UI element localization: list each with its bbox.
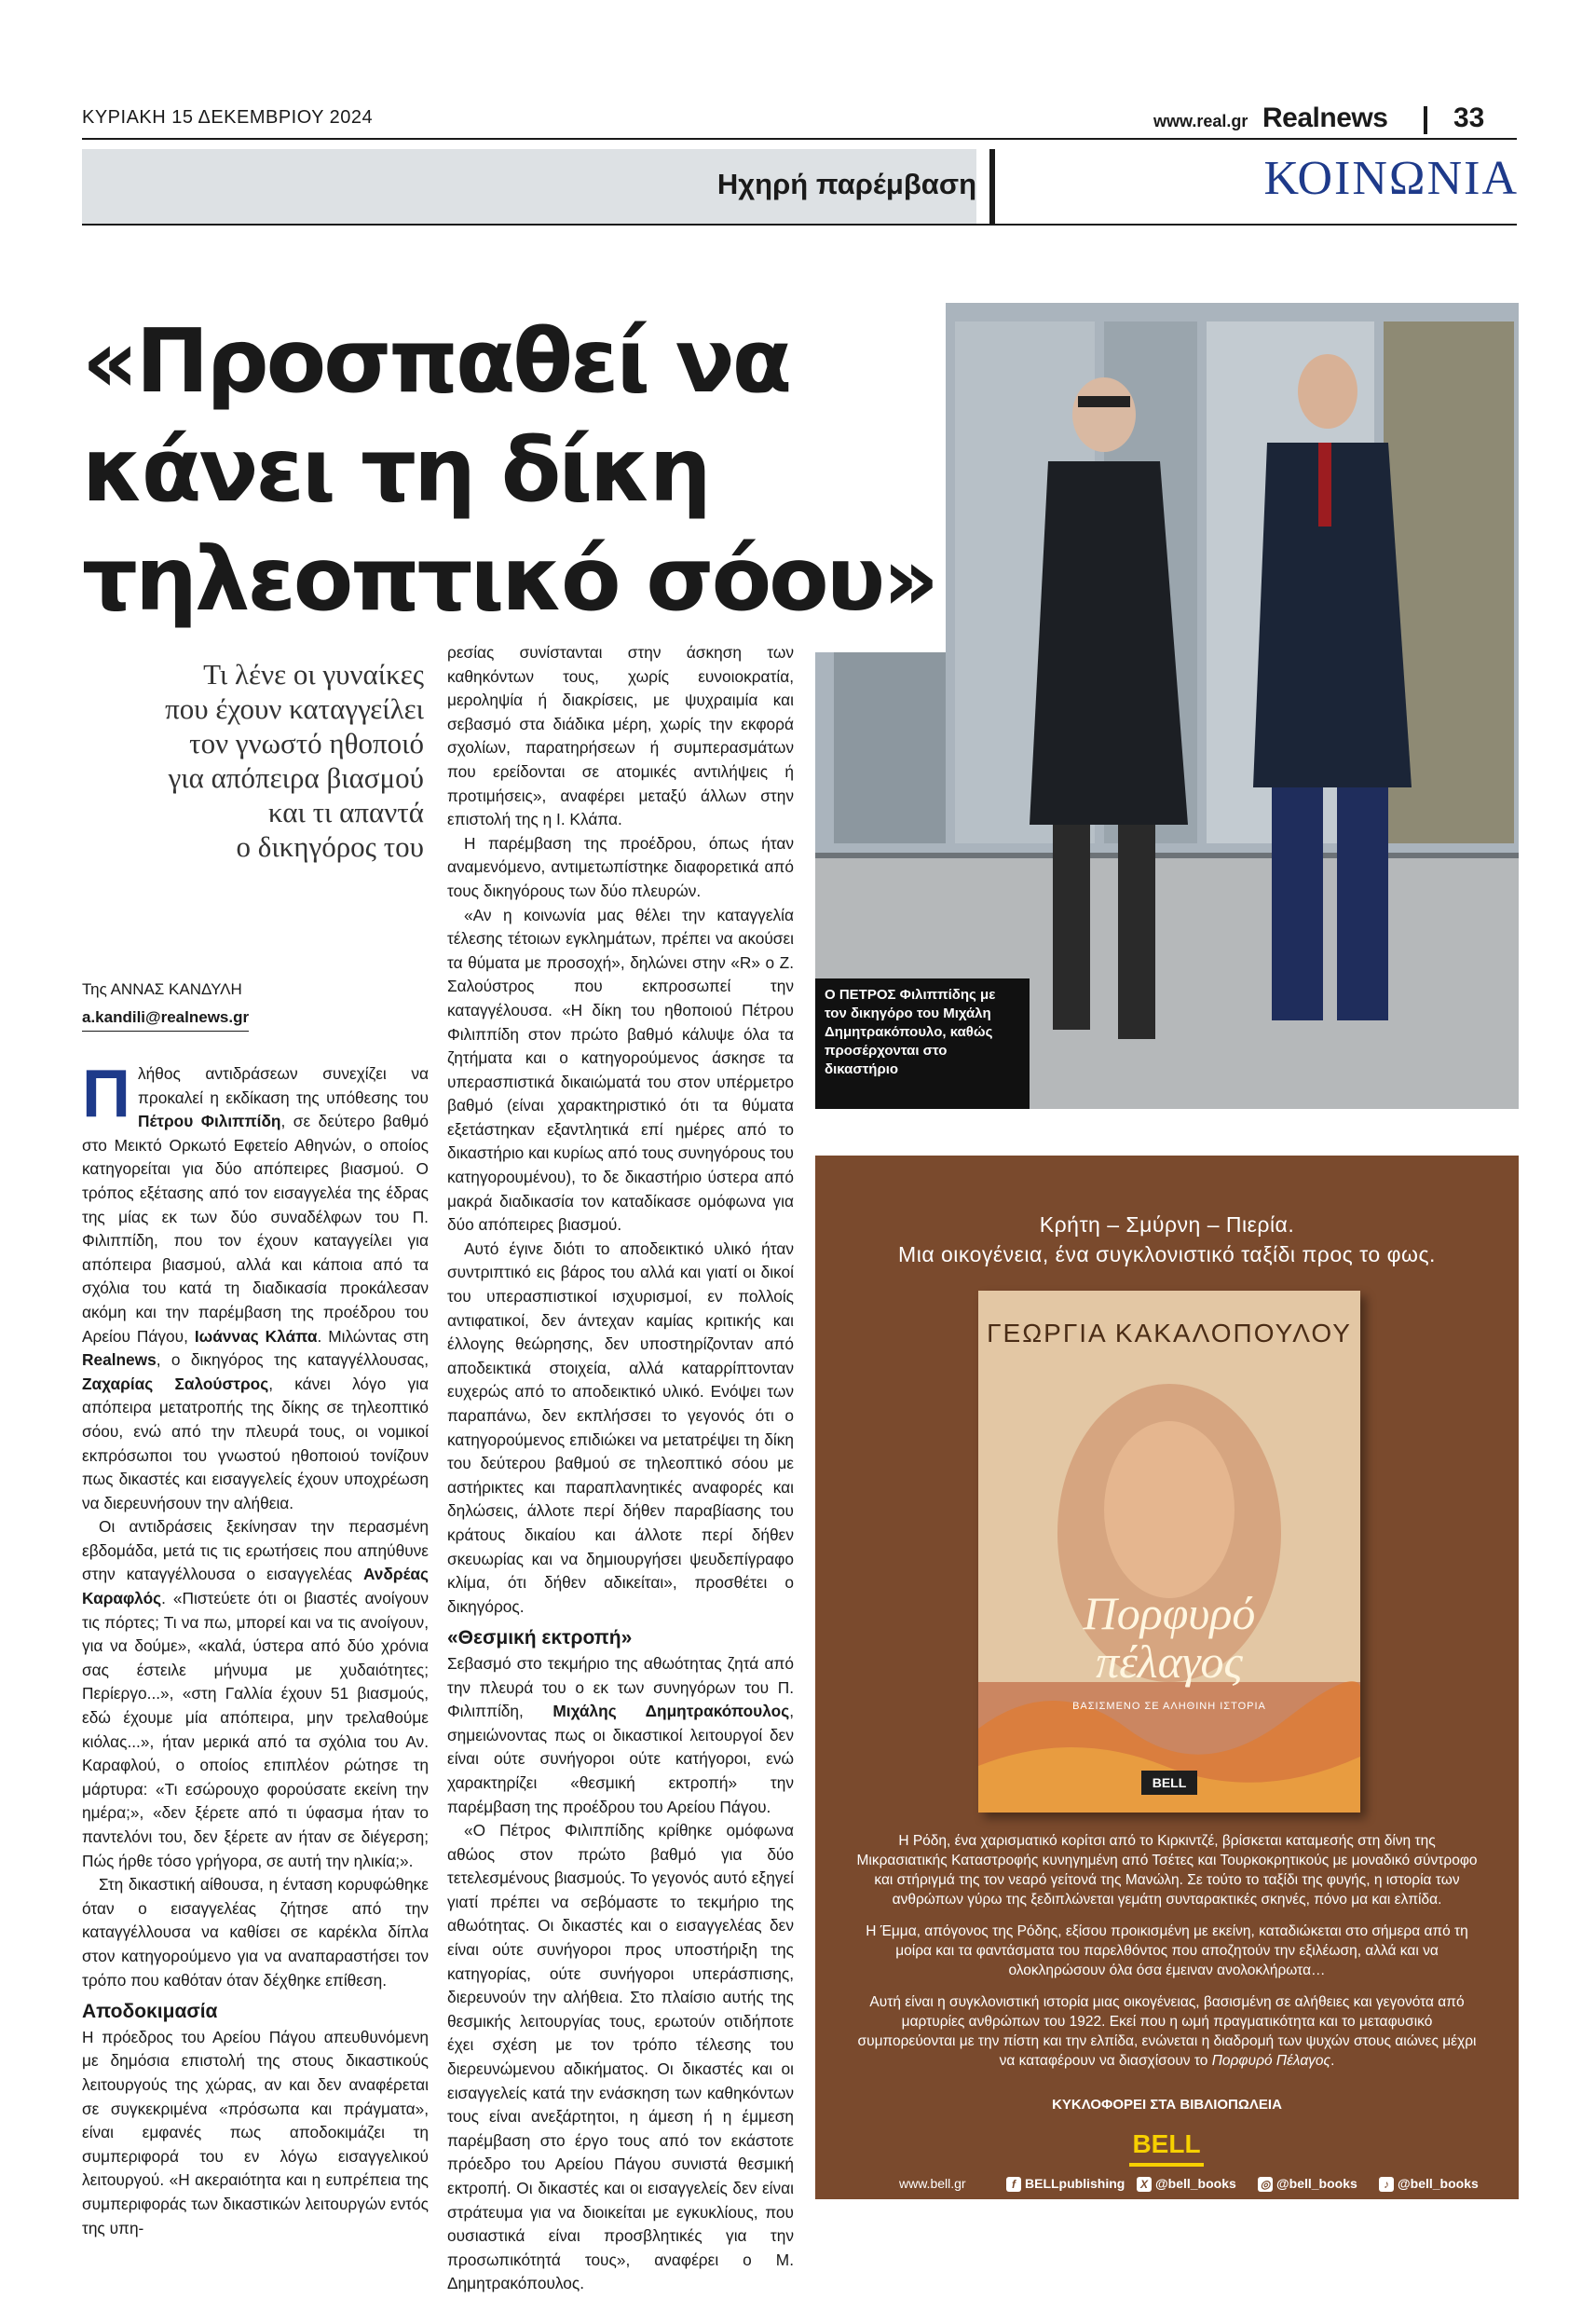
book-cover [978, 1291, 1360, 1813]
site-url[interactable]: www.real.gr [1153, 112, 1248, 130]
section-heading: «Θεσμική εκτροπή» [447, 1627, 633, 1649]
paragraph: Οι αντιδράσεις ξεκίνησαν την περασμένη εβδομάδα, μετά τις τις ερωτήσεις που απηύθυνε στην καταγγέλλουσα ο εισαγγελέας Ανδρέας Καραφλός. «Πιστεύετε ότι οι βιαστές ανοίγουν τις πόρτες; Τι να πω, μπορεί και να τις ανοίγουν, για να δούμε», «καλά, ύστερα από δύο χρόνια σας έστειλε μήνυμα με χυδαιότητες; Περίεργο...», «στη Γαλλία έχουν 51 βιασμούς, εδώ έχουμε μία απόπειρα, μην τρελαθούμε κιόλας...», ήταν μερικά από τα σχόλια του Αν. Καραφλού, ο οποίος επιπλέον ρώτησε τη μάρτυρα: «Τι εσώρουχο φορούσατε εκείνη την ημέρα;», «δεν ξέρετε από τι ύφασμα ήταν το παντελόνι του, δεν ξέρετε αν ήταν σε διέγερση; Πώς ήρθε τόσο γρήγορα, σε αυτή την ηλικία;». [82, 1517, 429, 1870]
tiktok-icon: ♪ [1379, 2177, 1394, 2192]
subhead-line: τον γνωστό ηθοποιό [189, 727, 424, 759]
kicker-divider [989, 149, 995, 224]
paragraph: Σεβασμό στο τεκμήριο της αθωότητας ζητά από την πλευρά του ο εκ των συνηγόρων του Π. Φιλιππίδη, Μιχάλης Δημητρακόπουλος, σημειώνοντας πως οι δικαστικοί λειτουργοί δεν είναι ούτε συνήγοροι ούτε κατήγοροι, ενώ χαρακτηρίζει «θεσμική εκτροπή» την παρέμβαση της προέδρου του Αρείου Πάγου. [447, 1653, 794, 1816]
headline [82, 308, 958, 635]
facebook-link[interactable]: f BELLpublishing [1006, 2176, 1125, 2192]
section-rule [82, 224, 1517, 226]
headline-line: τηλεοπτικό σόου» [82, 529, 936, 631]
advert-tagline: Κρήτη – Σμύρνη – Πιερία. Μια οικογένεια, ένα συγκλονιστικό ταξίδι προς το φως. [898, 1212, 1436, 1266]
book-advert[interactable] [815, 1156, 1519, 2199]
book-publisher-logo: BELL [1141, 1771, 1197, 1795]
advert-blurb: Η Έμμα, απόγονος της Ρόδης, εξίσου προικισμένη με εκείνη, καταδιώκεται στο σήμερα από τη μοίρα και τα φαντάσματα του παρελθόντος που αποζητούν την εξιλέωση, αλλά και να ολοκληρώσουν όλα όσα έμειναν ανολοκλήρωτα… [866, 1923, 1468, 1978]
paragraph: Η παρέμβαση της προέδρου, όπως ήταν αναμενόμενο, αντιμετωπίστηκε διαφορετικά από τους δικηγόρους των δύο πλευρών. [447, 833, 794, 900]
issue-date: ΚΥΡΙΑΚΗ 15 ΔΕΚΕΜΒΡΙΟΥ 2024 [82, 107, 374, 128]
book-title: Πορφυρό πέλαγος [1083, 1587, 1256, 1688]
instagram-icon: ◎ [1258, 2177, 1273, 2192]
section-title: ΚΟΙΝΩΝΙΑ [1263, 152, 1519, 205]
book-subtitle: ΒΑΣΙΣΜΕΝΟ ΣΕ ΑΛΗΘΙΝΗ ΙΣΤΟΡΙΑ [1072, 1701, 1266, 1712]
x-icon: X [1137, 2177, 1152, 2192]
paragraph: Πλήθος αντιδράσεων συνεχίζει να προκαλεί η εκδίκαση της υπόθεσης του Πέτρου Φιλιππίδη, σε δεύτερο βαθμό στο Μεικτό Ορκωτό Εφετείο Αθηνών, ο οποίος κατηγορείται για δύο απόπειρες βιασμού. Ο τρόπος εξέτασης από τον εισαγγελέα της έδρας της μίας εκ των δύο συναδέλφων του Π. Φιλιππίδη, που τον έχουν καταγγείλει για απόπειρα βιασμού, αλλά και κάποια από τα σχόλια του κατά τη διαδικασία προκάλεσαν ακόμη και την παρέμβαση της προέδρου του Αρείου Πάγου, Ιωάννας Κλάπα. Μιλώντας στη Realnews, ο δικηγόρος της καταγγέλλουσας, Ζαχαρίας Σαλούστρος, κάνει λόγο για απόπειρα μετατροπής της δίκης σε τηλεοπτικό σόου, ενώ από την πλευρά τους, οι νομικοί εκπρόσωποι του γνωστού ηθοποιού τονίζουν πως δικαστές και εισαγγελείς έχουν υποχρέωση να διερευνήσουν την αλήθεια. [82, 1057, 430, 1512]
section-heading: Αποδοκιμασία [82, 2001, 218, 2023]
book-author: ΓΕΩΡΓΙΑ ΚΑΚΑΛΟΠΟΥΛΟΥ [987, 1319, 1352, 1348]
article-column-1 [82, 1057, 430, 2240]
author-email[interactable]: a.kandili@realnews.gr [82, 1008, 249, 1032]
subhead-line: ο δικηγόρος του [236, 830, 424, 863]
drop-cap: Π [82, 1057, 130, 1131]
bell-logo: BELL [1129, 2129, 1204, 2167]
paragraph: «Αν η κοινωνία μας θέλει την καταγγελία τέλεσης τέτοιων εγκλημάτων, πρέπει να ακούσει τα θύματα με προσοχή», δηλώνει στην «R» ο Ζ. Σαλούστρος που εκπροσωπεί την καταγγέλουσα. «Η δίκη του ηθοποιού Πέτρου Φιλιππίδη στον πρώτο βαθμό κάλυψε όλα τα ζητήματα και ο κατηγορούμενος άσκησε τα υπερασπιστικά δικαιώματά του στον υπέρμετρο βαθμό (είναι χαρακτηριστικό ότι τα θύματα εξετάστηκαν εξαντλητικά επί ημέρες από το δικαστήριο και κυρίως από τους συνηγόρους του κατηγορουμένου), το δε δικαστήριο ύστερα από μακρά διαδικασία τον καταδίκασε ομόφωνα για δύο απόπειρες βιασμού. [447, 905, 794, 1235]
headline-line: «Προσπαθεί να [82, 311, 790, 413]
advert-blurb: Αυτή είναι η συγκλονιστική ιστορία μιας οικογένειας, βασισμένη σε αλήθειες και γεγονότα από μαρτυρίες ανθρώπων του 1922. Εκεί που η ωμή πραγματικότητα και το μεταφυσικό συμπορεύονται με την πίστη και την ελπίδα, ενώνεται η διαδρομή των ψυχών στους αιώνες μέχρι να καταφέρουν να διασχίσουν το Πορφυρό Πέλαγος. [857, 1994, 1477, 2069]
header-divider [1424, 106, 1427, 134]
subhead-line: που έχουν καταγγείλει [165, 692, 424, 725]
advert-blurb: Η Ρόδη, ένα χαρισματικό κορίτσι από το Κιρκιντζέ, βρίσκεται καταμεσής στη δίνη της Μικρασιατικής Καταστροφής κυνηγημένη από Τσέτες και Τουρκοκρητικούς με μοναδικό σύντροφο και στήριγμά της τον νεαρό γείτονά της Μανώλη. Σε τούτο το ταξίδι της φυγής, η ιστορία των ανθρώπων γύρω της ξεδιπλώνεται γεμάτη συνταρακτικές σκηνές, πόνο μα και ελπίδα. [856, 1833, 1478, 1908]
brand-logo: Realnews [1262, 103, 1388, 133]
paragraph: «Ο Πέτρος Φιλιππίδης κρίθηκε ομόφωνα αθώος στον πρώτο βαθμό για δύο τετελεσμένους βιασμούς. Το γεγονός αυτό εξηγεί γιατί πρέπει να σεβόμαστε το τεκμήριο της αθωότητας. Οι δικαστές και ο εισαγγελέας δεν είναι ούτε συνήγοροι προς υποστήριξη της κατηγορίας, ούτε συνήγοροι υπεράσπισης, διερευνούν την αλήθεια. Στο πλαίσιο αυτής της θεσμικής λειτουργίας τους, ερωτούν οτιδήποτε έχει σχέση με τον τρόπο τέλεσης του διερευνώμενου αδικήματος. Οι δικαστές και οι εισαγγελείς κατά την ενάσκηση των καθηκόντων τους είναι ανεξάρτητοι, η άμεση ή η έμμεση παρέμβαση στο έργο τους από τον εκάστοτε πρόεδρο του Αρείου Πάγου συνιστά θεσμική εκτροπή. Οι δικαστές και οι εισαγγελείς δεν είναι στράτευμα για να διοικείται με εγκυκλίους, που ουσιαστικά είναι προσβλητικές για την προσωπικότητά τους», αναφέρει ο Μ. Δημητρακόπουλος. [447, 1821, 794, 2293]
headline-line: κάνει τη δίκη [82, 420, 709, 522]
tiktok-link[interactable]: ♪ @bell_books [1379, 2176, 1479, 2192]
subhead-line: Τι λένε οι γυναίκες [203, 658, 424, 691]
advert-availability: ΚΥΚΛΟΦΟΡΕΙ ΣΤΑ ΒΙΒΛΙΟΠΩΛΕΙΑ [1052, 2097, 1282, 2113]
instagram-link[interactable]: ◎ @bell_books [1258, 2176, 1357, 2192]
x-link[interactable]: X @bell_books [1137, 2176, 1236, 2192]
paragraph: ρεσίας συνίστανται στην άσκηση των καθηκόντων τους, χωρίς ευνοιοκρατία, μεροληψία ή διακρίσεις, με ψυχραιμία και σεβασμό στα διάδικα μέρη, χωρίς την εκφορά σχολίων, παρατηρήσεων ή συμπερασμάτων που ερείδονται σε ατομικές αντιλήψεις ή προτιμήσεις», αναφέρει μεταξύ άλλων στην επιστολή της η Ι. Κλάπα. [447, 643, 794, 829]
paragraph: Στη δικαστική αίθουσα, η ένταση κορυφώθηκε όταν ο εισαγγελέας ζήτησε από την καταγγέλλουσα να καθίσει σε καρέκλα δίπλα στον κατηγορούμενο για να αναπαραστήσει τον τρόπο που καθόταν όταν δέχθηκε επίθεση. [82, 1875, 429, 1990]
byline: Της ΑΝΝΑΣ ΚΑΝΔΥΛΗ [82, 980, 242, 998]
website-link[interactable]: www.bell.gr [899, 2176, 966, 2191]
subhead-line: για απόπειρα βιασμού [168, 761, 424, 794]
paragraph: Η πρόεδρος του Αρείου Πάγου απευθυνόμενη με δημόσια επιστολή της στους δικαστικούς λειτουργούς της χώρας, αν και δεν αναφέρεται σε συγκεκριμένα «πρόσωπα και πράγματα», είναι εμφανές πως αποδοκιμάζει τη συμπεριφορά του εν λόγω εισαγγελικού λειτουργού. «Η ακεραιότητα και η ευπρέπεια της συμπεριφοράς των δικαστικών λειτουργών εντός της υπη- [82, 2027, 429, 2237]
subheadline [93, 657, 424, 864]
article-column-2 [447, 641, 794, 2296]
kicker-title: Ηχηρή παρέμβαση [716, 168, 976, 200]
photo-caption: Ο ΠΕΤΡΟΣ Φιλιππίδης με τον δικηγόρο του Μιχάλη Δημητρακόπουλο, καθώς προσέρχονται στο δικαστήριο [815, 978, 1030, 1109]
subhead-line: και τι απαντά [267, 796, 424, 828]
paragraph: Αυτό έγινε διότι το αποδεικτικό υλικό ήταν συντριπτικό εις βάρος του αλλά και γιατί οι δικοί του υπερασπιστικοί ισχυρισμοί, εν πολλοίς αντιφατικοί, δεν άντεχαν καμίας κριτικής και έλλογης θεώρησης, δεν υποστηρίζονταν από αποδεικτικά στοιχεία, αλλά καταρρίπτονταν ευχερώς από το αποδεικτικό υλικό. Ενόψει των παραπάνω, δεν εκπλήσσει το γεγονός ότι ο κατηγορούμενος επιδιώκει να μετατρέψει τη δίκη του δεύτερου βαθμού σε τηλεοπτικό σόου με αστήρικτες και παραπλανητικές αναφορές και δηλώσεις, άλλοτε περί δήθεν παραβίασης του κράτους δικαίου και άλλοτε περί δήθεν σκευωρίας και να δημιουργήσει ψευδεπίγραφο κλίμα, ότι δήθεν αδικείται», προσθέτει ο δικηγόρος. [447, 1238, 794, 1616]
facebook-icon: f [1006, 2177, 1021, 2192]
header-rule [82, 138, 1517, 140]
page-number: 33 [1453, 103, 1485, 133]
